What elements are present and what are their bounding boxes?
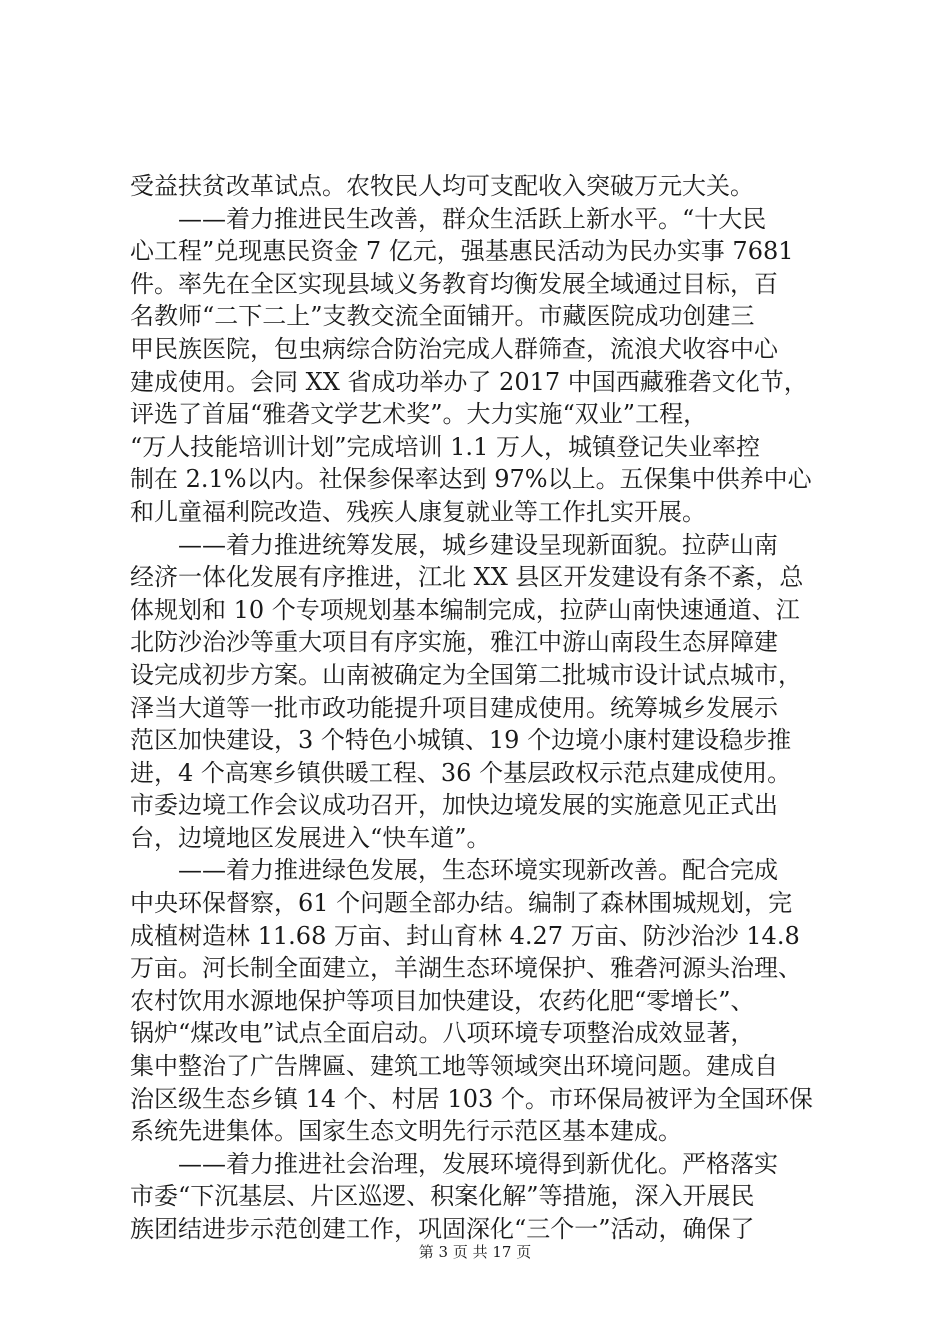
document-body: [130, 170, 830, 1246]
text-line: 农村饮用水源地保护等项目加快建设，农药化肥“零增长”、: [130, 986, 755, 1015]
text-line: ——着力推进绿色发展，生态环境实现新改善。配合完成: [130, 856, 778, 885]
page-footer: 第 3 页 共 17 页: [418, 1243, 532, 1261]
text-line: 设完成初步方案。山南被确定为全国第二批城市设计试点城市，: [130, 660, 802, 689]
text-line: 系统先进集体。国家生态文明先行示范区基本建成。: [130, 1117, 682, 1146]
text-line: ——着力推进社会治理，发展环境得到新优化。严格落实: [130, 1149, 778, 1178]
text-line: ——着力推进统筹发展，城乡建设呈现新面貌。拉萨山南: [130, 530, 778, 559]
text-line: 集中整治了广告牌匾、建筑工地等领域突出环境问题。建成自: [130, 1052, 778, 1081]
text-line: 经济一体化发展有序推进，江北 XX 县区开发建设有条不紊，总: [130, 563, 804, 592]
text-line: 万亩。河长制全面建立，羊湖生态环境保护、雅砻河源头治理、: [130, 954, 802, 983]
text-line: 族团结进步示范创建工作，巩固深化“三个一”活动，确保了: [130, 1215, 755, 1243]
text-line: 和儿童福利院改造、残疾人康复就业等工作扎实开展。: [130, 497, 706, 526]
text-line: 中央环保督察，61 个问题全部办结。编制了森林围城规划，完: [130, 889, 793, 918]
text-line: 锅炉“煤改电”试点全面启动。八项环境专项整治成效显著，: [130, 1019, 755, 1048]
text-line: 心工程”兑现惠民资金 7 亿元，强基惠民活动为民办实事 7681: [130, 237, 794, 266]
text-line: 评选了首届“雅砻文学艺术奖”。大力实施“双业”工程，: [130, 400, 708, 429]
text-line: 制在 2.1%以内。社保参保率达到 97%以上。五保集中供养中心: [130, 465, 812, 494]
text-line: 范区加快建设，3 个特色小城镇、19 个边境小康村建设稳步推: [130, 726, 792, 755]
text-line: 建成使用。会同 XX 省成功举办了 2017 中国西藏雅砻文化节，: [130, 367, 808, 396]
text-line: 进，4 个高寒乡镇供暖工程、36 个基层政权示范点建成使用。: [130, 758, 792, 787]
text-line: 件。率先在全区实现县域义务教育均衡发展全域通过目标，百: [130, 269, 778, 298]
text-line: 台，边境地区发展进入“快车道”。: [130, 823, 491, 852]
text-line: “万人技能培训计划”完成培训 1.1 万人，城镇登记失业率控: [130, 432, 760, 461]
text-line: 体规划和 10 个专项规划基本编制完成，拉萨山南快速通道、江: [130, 595, 800, 624]
text-line: 泽当大道等一批市政功能提升项目建成使用。统筹城乡发展示: [130, 693, 778, 722]
text-line: 成植树造林 11.68 万亩、封山育林 4.27 万亩、防沙治沙 14.8: [130, 921, 800, 950]
text-line: 甲民族医院，包虫病综合防治完成人群筛查，流浪犬收容中心: [130, 334, 778, 363]
text-line: 市委边境工作会议成功召开，加快边境发展的实施意见正式出: [130, 791, 778, 820]
text-line: 治区级生态乡镇 14 个、村居 103 个。市环保局被评为全国环保: [130, 1084, 813, 1113]
text-line: 北防沙治沙等重大项目有序实施，雅江中游山南段生态屏障建: [130, 628, 778, 657]
text-line: 市委“下沉基层、片区巡逻、积案化解”等措施，深入开展民: [130, 1182, 755, 1211]
text-line: ——着力推进民生改善，群众生活跃上新水平。“十大民: [130, 204, 767, 233]
text-line: 名教师“二下二上”支教交流全面铺开。市藏医院成功创建三: [130, 302, 755, 331]
text-line: 受益扶贫改革试点。农牧民人均可支配收入突破万元大关。: [130, 172, 754, 200]
